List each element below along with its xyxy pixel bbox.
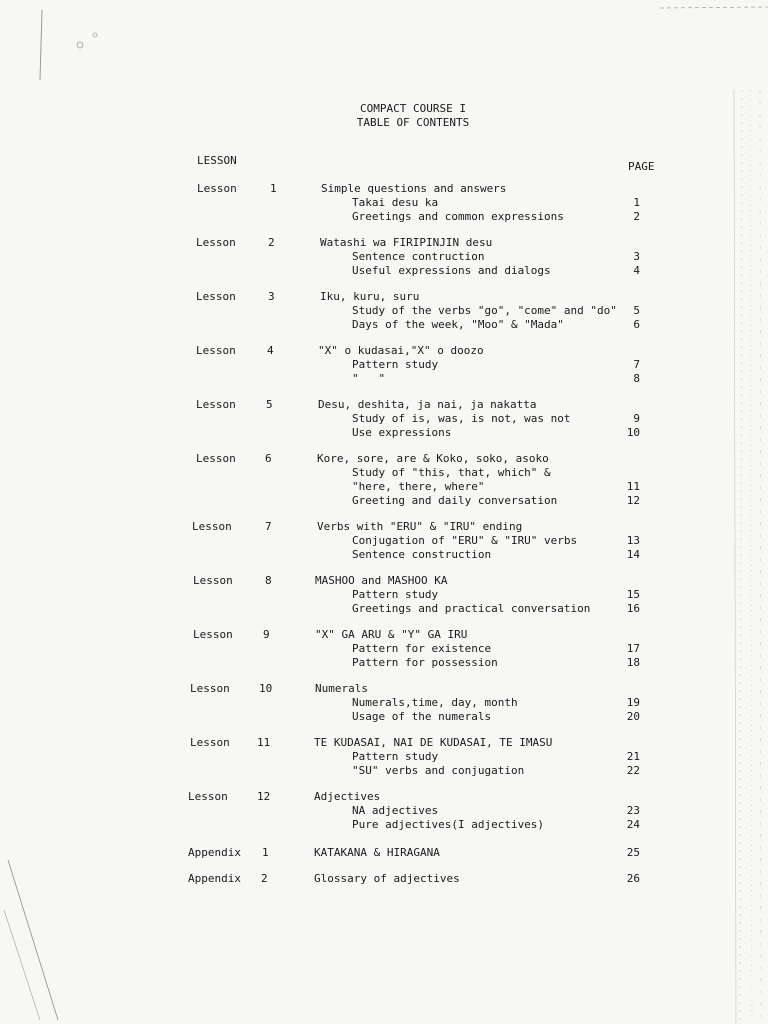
entry-type-label: Lesson — [188, 790, 228, 803]
subtopic-page-number: 5 — [633, 304, 640, 317]
subtopic: NA adjectives — [352, 804, 439, 817]
subtopic: "SU" verbs and conjugation — [352, 764, 525, 777]
entry-number: 12 — [257, 790, 271, 803]
entry-number: 1 — [270, 182, 277, 195]
subtopic-page-number: 9 — [633, 412, 640, 425]
entry-title: Adjectives — [314, 790, 381, 803]
subtopic-page-number: 22 — [626, 764, 640, 777]
subtopic-page-number: 13 — [626, 534, 640, 547]
subtopic: Takai desu ka — [352, 196, 439, 209]
subtopic-page-number: 10 — [626, 426, 640, 439]
entry-type-label: Lesson — [196, 290, 236, 303]
subtopic-page-number: 4 — [633, 264, 640, 277]
scan-top-edge — [660, 2, 768, 14]
entry-title: Desu, deshita, ja nai, ja nakatta — [318, 398, 537, 411]
entry-type-label: Lesson — [193, 574, 233, 587]
subtopic-page-number: 15 — [626, 588, 640, 601]
lesson-column-header: LESSON — [197, 154, 237, 167]
subtopic: Pattern study — [352, 588, 439, 601]
subtopic: "here, there, where" — [352, 480, 485, 493]
subtopic: Greeting and daily conversation — [352, 494, 558, 507]
entry-number: 2 — [268, 236, 275, 249]
doc-title: COMPACT COURSE I — [360, 102, 466, 115]
scan-smudge — [20, 5, 120, 85]
entry-page-number: 25 — [626, 846, 640, 859]
entry-title: KATAKANA & HIRAGANA — [314, 846, 440, 859]
subtopic-page-number: 18 — [626, 656, 640, 669]
entry-type-label: Lesson — [196, 236, 236, 249]
entry-number: 4 — [267, 344, 274, 357]
entry-type-label: Appendix — [188, 846, 241, 859]
subtopic-page-number: 11 — [626, 480, 640, 493]
entry-title: Iku, kuru, suru — [320, 290, 420, 303]
subtopic: Pattern study — [352, 750, 439, 763]
subtopic-page-number: 8 — [633, 372, 640, 385]
subtopic-page-number: 6 — [633, 318, 640, 331]
subtopic: Greetings and practical conversation — [352, 602, 591, 615]
doc-subtitle: TABLE OF CONTENTS — [356, 116, 470, 129]
subtopic-page-number: 12 — [626, 494, 640, 507]
entry-number: 9 — [263, 628, 270, 641]
entry-type-label: Lesson — [192, 520, 232, 533]
subtopic-page-number: 21 — [626, 750, 640, 763]
entry-title: Verbs with "ERU" & "IRU" ending — [317, 520, 523, 533]
subtopic: Pattern study — [352, 358, 439, 371]
subtopic-page-number: 16 — [626, 602, 640, 615]
entry-type-label: Lesson — [190, 736, 230, 749]
subtopic: Sentence construction — [352, 548, 492, 561]
entry-number: 8 — [265, 574, 272, 587]
subtopic: Study of is, was, is not, was not — [352, 412, 571, 425]
subtopic-page-number: 17 — [626, 642, 640, 655]
entry-number: 5 — [266, 398, 273, 411]
subtopic-page-number: 7 — [633, 358, 640, 371]
subtopic: Study of the verbs "go", "come" and "do" — [352, 304, 617, 317]
entry-title: Numerals — [315, 682, 368, 695]
entry-title: Glossary of adjectives — [314, 872, 460, 885]
subtopic: Greetings and common expressions — [352, 210, 564, 223]
subtopic-page-number: 2 — [633, 210, 640, 223]
entry-number: 11 — [257, 736, 271, 749]
entry-title: Kore, sore, are & Koko, soko, asoko — [317, 452, 549, 465]
scan-edge-noise — [728, 90, 768, 1024]
entry-title: MASHOO and MASHOO KA — [315, 574, 448, 587]
entry-type-label: Appendix — [188, 872, 241, 885]
entry-type-label: Lesson — [196, 344, 236, 357]
subtopic: Study of "this, that, which" & — [352, 466, 551, 479]
subtopic-page-number: 3 — [633, 250, 640, 263]
scan-corner-lines — [0, 820, 60, 1020]
entry-number: 1 — [262, 846, 269, 859]
entry-title: Watashi wa FIRIPINJIN desu — [320, 236, 493, 249]
entry-title: "X" GA ARU & "Y" GA IRU — [315, 628, 468, 641]
subtopic: Numerals,time, day, month — [352, 696, 518, 709]
subtopic: Pattern for existence — [352, 642, 492, 655]
entry-type-label: Lesson — [196, 452, 236, 465]
subtopic-page-number: 14 — [626, 548, 640, 561]
entry-page-number: 26 — [626, 872, 640, 885]
entry-number: 2 — [261, 872, 268, 885]
subtopic: Pure adjectives(I adjectives) — [352, 818, 545, 831]
subtopic: Useful expressions and dialogs — [352, 264, 551, 277]
subtopic-page-number: 20 — [626, 710, 640, 723]
subtopic: Conjugation of "ERU" & "IRU" verbs — [352, 534, 578, 547]
subtopic: Use expressions — [352, 426, 452, 439]
subtopic: Days of the week, "Moo" & "Mada" — [352, 318, 564, 331]
subtopic: Usage of the numerals — [352, 710, 492, 723]
entry-type-label: Lesson — [197, 182, 237, 195]
subtopic-page-number: 19 — [626, 696, 640, 709]
entry-title: Simple questions and answers — [321, 182, 507, 195]
entry-number: 7 — [265, 520, 272, 533]
entry-title: TE KUDASAI, NAI DE KUDASAI, TE IMASU — [314, 736, 553, 749]
page-column-header: PAGE — [628, 160, 655, 173]
entry-number: 3 — [268, 290, 275, 303]
subtopic-page-number: 24 — [626, 818, 640, 831]
entry-type-label: Lesson — [196, 398, 236, 411]
subtopic-page-number: 1 — [633, 196, 640, 209]
entry-number: 6 — [265, 452, 272, 465]
entry-number: 10 — [259, 682, 273, 695]
entry-type-label: Lesson — [190, 682, 230, 695]
entry-type-label: Lesson — [193, 628, 233, 641]
entry-title: "X" o kudasai,"X" o doozo — [318, 344, 484, 357]
subtopic-page-number: 23 — [626, 804, 640, 817]
subtopic: " " — [352, 372, 386, 385]
subtopic: Sentence contruction — [352, 250, 485, 263]
subtopic: Pattern for possession — [352, 656, 498, 669]
